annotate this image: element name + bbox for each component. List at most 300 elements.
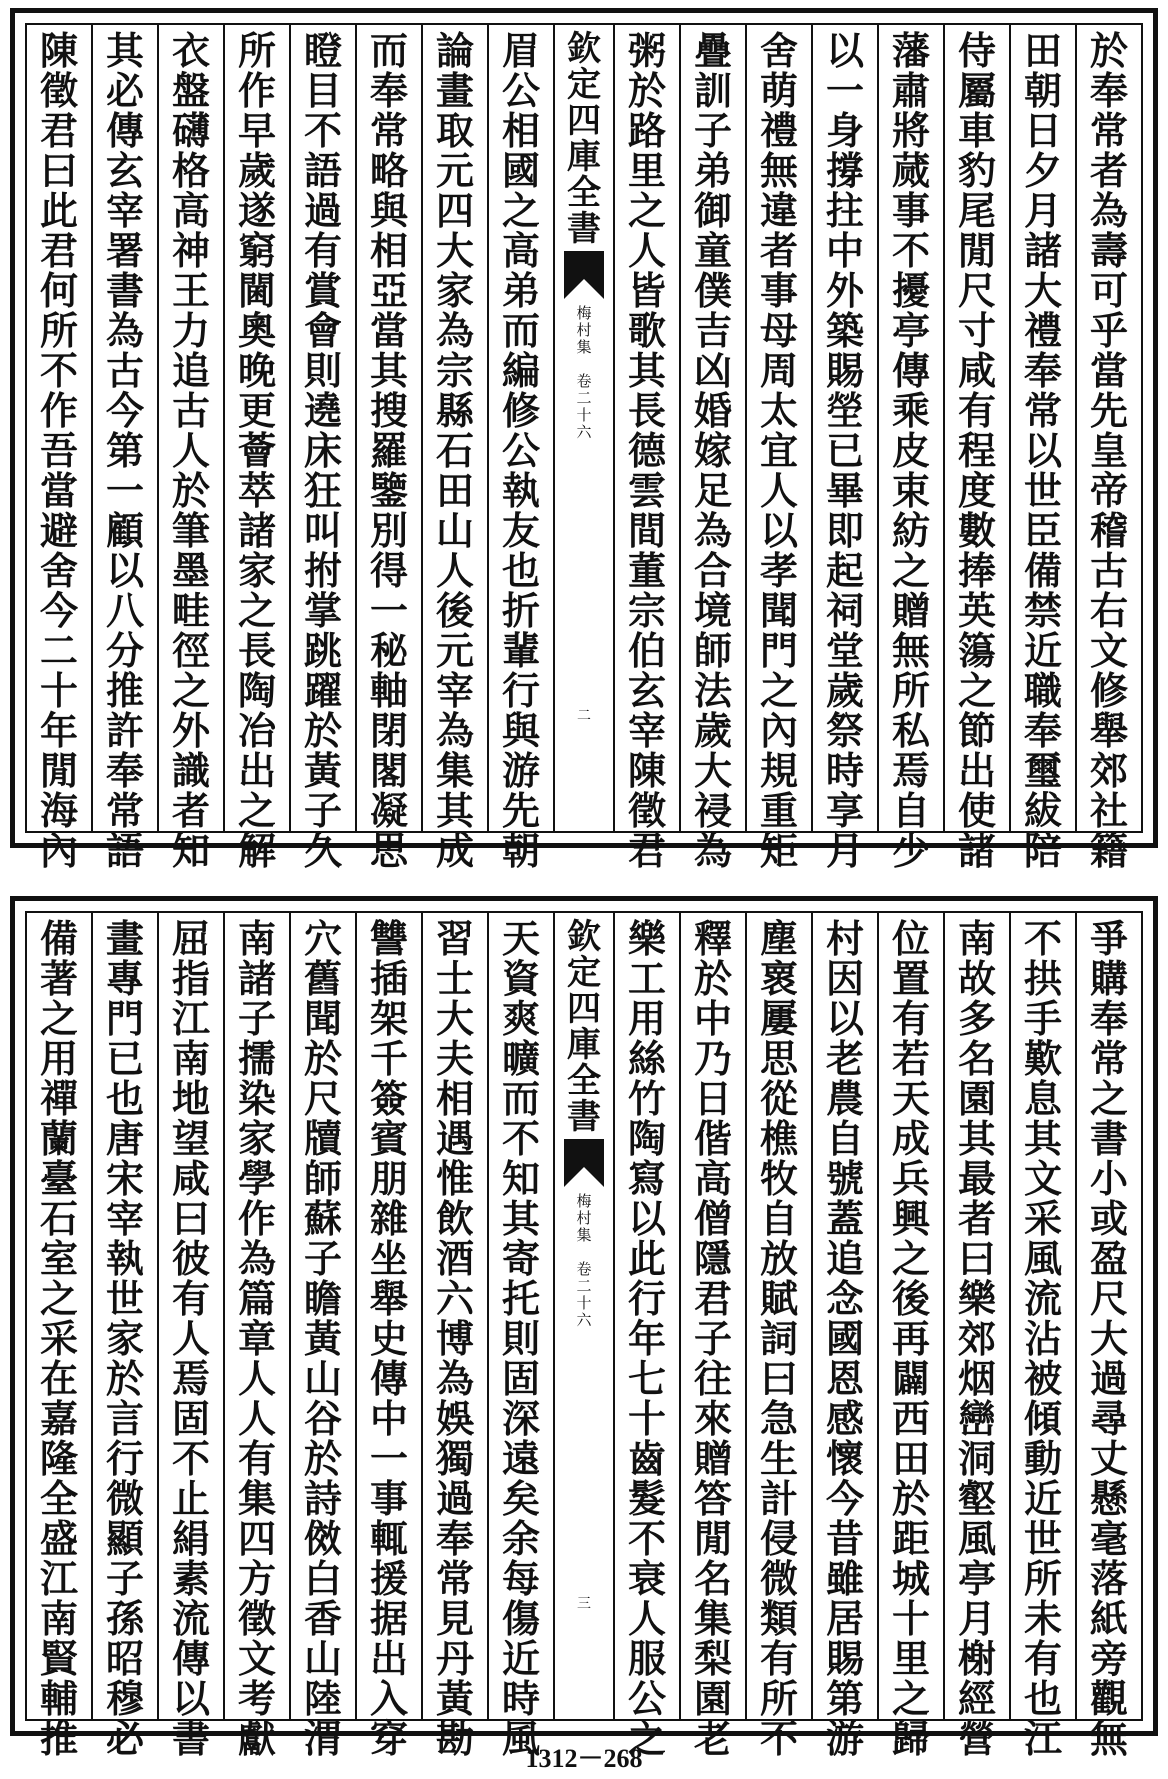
character: 撐 <box>825 148 864 193</box>
character: 年 <box>627 1316 666 1361</box>
character: 一 <box>825 68 864 113</box>
character: 用 <box>627 996 666 1041</box>
character: 游 <box>501 748 540 793</box>
character: 有 <box>891 996 930 1041</box>
character: 園 <box>693 1676 732 1721</box>
character: 御 <box>693 188 732 233</box>
character: 塋 <box>825 388 864 433</box>
character: 一 <box>105 468 144 513</box>
text-column <box>613 913 679 1761</box>
text-column <box>27 913 91 1761</box>
character: 四 <box>237 1516 276 1561</box>
character: 此 <box>39 188 78 233</box>
character: 之 <box>237 788 276 833</box>
text-column <box>355 25 421 873</box>
character: 吉 <box>693 308 732 353</box>
character: 後 <box>891 1276 930 1321</box>
character: 曰 <box>39 148 78 193</box>
character: 家 <box>105 1316 144 1361</box>
text-column <box>157 25 223 873</box>
character: 洞 <box>957 1436 996 1481</box>
character: 跳 <box>303 628 342 673</box>
character: 使 <box>957 788 996 833</box>
character: 學 <box>237 1156 276 1201</box>
character: 事 <box>891 188 930 233</box>
character: 被 <box>1023 1356 1062 1401</box>
character: 禪 <box>39 1076 78 1121</box>
character: 朝 <box>1023 68 1062 113</box>
character: 後 <box>435 588 474 633</box>
character: 經 <box>957 1676 996 1721</box>
character: 樂 <box>627 916 666 961</box>
character: 乘 <box>891 388 930 433</box>
character: 豹 <box>957 148 996 193</box>
character: 簜 <box>957 628 996 673</box>
character: 衰 <box>627 1556 666 1601</box>
character: 沾 <box>1023 1316 1062 1361</box>
character: 詞 <box>759 1316 798 1361</box>
character: 傳 <box>891 348 930 393</box>
character: 自 <box>891 788 930 833</box>
character: 固 <box>171 1396 210 1441</box>
character: 私 <box>891 708 930 753</box>
character: 第 <box>825 1676 864 1721</box>
character: 時 <box>825 748 864 793</box>
character: 章 <box>237 1316 276 1361</box>
character: 計 <box>759 1476 798 1521</box>
character: 山 <box>435 508 474 553</box>
character: 得 <box>369 548 408 593</box>
character: 山 <box>303 1636 342 1681</box>
character: 輔 <box>39 1676 78 1721</box>
character: 人 <box>627 1596 666 1641</box>
character: 田 <box>891 1436 930 1481</box>
character: 成 <box>891 1116 930 1161</box>
text-column <box>421 25 487 873</box>
character: 必 <box>105 68 144 113</box>
character: 徵 <box>627 788 666 833</box>
character: 全 <box>39 1476 78 1521</box>
character: 娛 <box>435 1396 474 1441</box>
character: 曰 <box>759 1356 798 1401</box>
character: 觀 <box>1089 1676 1128 1721</box>
character: 相 <box>435 1076 474 1121</box>
character: 為 <box>1089 188 1128 233</box>
character: 為 <box>105 308 144 353</box>
character: 之 <box>237 588 276 633</box>
character: 畫 <box>435 68 474 113</box>
volume-character: 二 <box>576 389 592 407</box>
character: 友 <box>501 508 540 553</box>
character: 門 <box>105 996 144 1041</box>
character: 嫁 <box>693 428 732 473</box>
character: 因 <box>825 956 864 1001</box>
character: 放 <box>759 1236 798 1281</box>
character: 冶 <box>237 708 276 753</box>
character: 勘 <box>435 1716 474 1761</box>
character: 蘭 <box>39 1116 78 1161</box>
character: 凝 <box>369 788 408 833</box>
character: 懷 <box>825 1436 864 1481</box>
character: 屈 <box>171 916 210 961</box>
character: 追 <box>825 1236 864 1281</box>
character: 境 <box>693 588 732 633</box>
character: 日 <box>1023 108 1062 153</box>
character: 坐 <box>369 1236 408 1281</box>
character: 習 <box>435 916 474 961</box>
character: 用 <box>39 1036 78 1081</box>
text-column <box>811 25 877 873</box>
character: 玄 <box>105 148 144 193</box>
character: 贈 <box>891 588 930 633</box>
text-column <box>91 913 157 1761</box>
character: 焉 <box>171 1356 210 1401</box>
character: 筆 <box>171 508 210 553</box>
character: 陶 <box>627 1116 666 1161</box>
character: 已 <box>825 428 864 473</box>
page-upper <box>10 8 1158 873</box>
volume-character: 卷 <box>576 372 592 390</box>
character: 君 <box>39 228 78 273</box>
character: 也 <box>1023 1676 1062 1721</box>
volume-character: 十 <box>576 406 592 424</box>
character: 數 <box>957 508 996 553</box>
character: 侍 <box>957 28 996 73</box>
character: 思 <box>759 1036 798 1081</box>
character: 子 <box>693 1316 732 1361</box>
character: 於 <box>891 1476 930 1521</box>
character: 宰 <box>435 668 474 713</box>
character: 雖 <box>825 1556 864 1601</box>
character: 出 <box>369 1636 408 1681</box>
character: 伯 <box>627 628 666 673</box>
character: 月 <box>1023 188 1062 233</box>
character: 位 <box>891 916 930 961</box>
character: 與 <box>501 708 540 753</box>
text-column <box>679 913 745 1761</box>
character: 以 <box>171 1676 210 1721</box>
character: 為 <box>693 828 732 873</box>
character: 焉 <box>891 748 930 793</box>
character: 堂 <box>825 628 864 673</box>
character: 秘 <box>369 628 408 673</box>
character: 紱 <box>1023 788 1062 833</box>
character: 於 <box>693 956 732 1001</box>
title-character: 全 <box>567 1061 601 1101</box>
text-column <box>943 25 1009 873</box>
text-column <box>679 25 745 873</box>
character: 曰 <box>171 1196 210 1241</box>
text-column <box>223 25 289 873</box>
character: 周 <box>759 348 798 393</box>
character: 者 <box>171 788 210 833</box>
character: 指 <box>171 956 210 1001</box>
character: 以 <box>825 996 864 1041</box>
character: 高 <box>693 1156 732 1201</box>
character: 高 <box>501 228 540 273</box>
character: 十 <box>891 1596 930 1641</box>
character: 帝 <box>1089 468 1128 513</box>
character: 出 <box>957 748 996 793</box>
character: 大 <box>693 748 732 793</box>
character: 昭 <box>105 1636 144 1681</box>
character: 闢 <box>891 1356 930 1401</box>
character: 風 <box>501 1716 540 1761</box>
text-column <box>1075 913 1141 1761</box>
character: 即 <box>825 508 864 553</box>
character: 大 <box>1089 1316 1128 1361</box>
character: 隱 <box>693 1236 732 1281</box>
character: 其 <box>105 28 144 73</box>
character: 掌 <box>303 588 342 633</box>
character: 人 <box>435 548 474 593</box>
character: 望 <box>171 1116 210 1161</box>
character: 子 <box>693 108 732 153</box>
character: 羅 <box>369 428 408 473</box>
character: 凶 <box>693 348 732 393</box>
character: 石 <box>435 428 474 473</box>
character: 眉 <box>501 28 540 73</box>
title-character: 欽 <box>567 29 601 69</box>
character: 之 <box>627 1716 666 1761</box>
character: 其 <box>435 788 474 833</box>
text-column <box>1009 25 1075 873</box>
character: 染 <box>237 1076 276 1121</box>
character: 奉 <box>1023 348 1062 393</box>
character: 知 <box>171 828 210 873</box>
character: 里 <box>627 148 666 193</box>
character: 於 <box>303 1436 342 1481</box>
character: 絹 <box>171 1516 210 1561</box>
character: 此 <box>627 1236 666 1281</box>
title-character: 四 <box>567 989 601 1029</box>
character: 軸 <box>369 668 408 713</box>
character: 宰 <box>105 1196 144 1241</box>
text-column <box>613 25 679 873</box>
character: 拄 <box>825 188 864 233</box>
character: 資 <box>501 956 540 1001</box>
character: 力 <box>171 308 210 353</box>
character: 合 <box>693 548 732 593</box>
character: 樂 <box>957 1276 996 1321</box>
character: 搜 <box>369 388 408 433</box>
character: 必 <box>105 1716 144 1761</box>
character: 神 <box>171 228 210 273</box>
character: 牧 <box>759 1156 798 1201</box>
character: 徵 <box>237 1596 276 1641</box>
character: 自 <box>759 1196 798 1241</box>
character: 躍 <box>303 668 342 713</box>
character: 禮 <box>1023 308 1062 353</box>
character: 八 <box>105 588 144 633</box>
character: 作 <box>237 68 276 113</box>
character: 度 <box>957 468 996 513</box>
character: 蒇 <box>891 148 930 193</box>
character: 衣 <box>171 28 210 73</box>
character: 舊 <box>303 956 342 1001</box>
character: 未 <box>1023 1596 1062 1641</box>
character: 所 <box>1023 1556 1062 1601</box>
character: 郊 <box>957 1316 996 1361</box>
character: 過 <box>435 1476 474 1521</box>
character: 距 <box>891 1516 930 1561</box>
character: 見 <box>435 1596 474 1641</box>
text-column <box>487 913 553 1761</box>
character: 畦 <box>171 588 210 633</box>
character: 修 <box>501 388 540 433</box>
character: 右 <box>1089 588 1128 633</box>
volume-character: 梅 <box>576 304 592 322</box>
text-column <box>289 913 355 1761</box>
character: 盛 <box>39 1516 78 1561</box>
character: 梨 <box>693 1636 732 1681</box>
character: 語 <box>105 828 144 873</box>
text-column <box>745 913 811 1761</box>
character: 若 <box>891 1036 930 1081</box>
character: 之 <box>39 1276 78 1321</box>
character: 方 <box>237 1556 276 1601</box>
character: 諸 <box>957 828 996 873</box>
character: 長 <box>237 628 276 673</box>
character: 竹 <box>627 1076 666 1121</box>
character: 子 <box>303 1236 342 1281</box>
fishtail-mark-icon <box>564 251 604 299</box>
text-column <box>1075 25 1141 873</box>
character: 之 <box>891 1236 930 1281</box>
character: 地 <box>171 1076 210 1121</box>
character: 常 <box>1023 388 1062 433</box>
character: 思 <box>369 828 408 873</box>
character: 而 <box>501 308 540 353</box>
character: 文 <box>1023 1156 1062 1201</box>
character: 傳 <box>105 108 144 153</box>
character: 薈 <box>237 428 276 473</box>
character: 子 <box>303 788 342 833</box>
character: 牘 <box>303 1116 342 1161</box>
character: 感 <box>825 1396 864 1441</box>
character: 以 <box>759 508 798 553</box>
character: 璽 <box>1023 748 1062 793</box>
character: 聞 <box>303 996 342 1041</box>
character: 盤 <box>171 68 210 113</box>
character: 舉 <box>369 1276 408 1321</box>
character: 賢 <box>39 1636 78 1681</box>
character: 士 <box>435 956 474 1001</box>
character: 山 <box>303 1356 342 1401</box>
volume-label <box>576 1193 591 1329</box>
character: 曠 <box>501 1036 540 1081</box>
character: 祲 <box>693 788 732 833</box>
character: 家 <box>237 1116 276 1161</box>
character: 郊 <box>1089 748 1128 793</box>
character: 故 <box>957 956 996 1001</box>
character: 高 <box>171 188 210 233</box>
character: 當 <box>1089 348 1128 393</box>
character: 君 <box>39 108 78 153</box>
character: 有 <box>237 1436 276 1481</box>
character: 過 <box>303 188 342 233</box>
character: 田 <box>435 468 474 513</box>
character: 世 <box>1023 1516 1062 1561</box>
character: 常 <box>369 108 408 153</box>
character: 輒 <box>369 1516 408 1561</box>
page-footer-number: 1312－268 <box>525 1744 643 1773</box>
character: 榭 <box>957 1636 996 1681</box>
character: 村 <box>825 916 864 961</box>
character: 擾 <box>891 268 930 313</box>
character: 不 <box>303 108 342 153</box>
character: 史 <box>369 1316 408 1361</box>
character: 起 <box>825 548 864 593</box>
character: 閫 <box>237 268 276 313</box>
character: 於 <box>303 708 342 753</box>
character: 也 <box>105 1076 144 1121</box>
character: 侵 <box>759 1516 798 1561</box>
character: 宗 <box>435 348 474 393</box>
character: 咸 <box>957 348 996 393</box>
character: 園 <box>957 1076 996 1121</box>
character: 風 <box>1023 1236 1062 1281</box>
character: 為 <box>237 1236 276 1281</box>
character: 尺 <box>1089 1276 1128 1321</box>
character: 雜 <box>369 1196 408 1241</box>
character: 社 <box>1089 788 1128 833</box>
character: 太 <box>759 388 798 433</box>
character: 先 <box>1089 388 1128 433</box>
character: 所 <box>237 28 276 73</box>
character: 日 <box>693 1076 732 1121</box>
character: 亭 <box>891 308 930 353</box>
character: 所 <box>759 1676 798 1721</box>
leaf-number: 三 <box>577 1596 591 1612</box>
character: 采 <box>39 1316 78 1361</box>
text-column <box>157 913 223 1761</box>
character: 諸 <box>237 956 276 1001</box>
volume-character: 集 <box>576 338 592 356</box>
character: 早 <box>237 108 276 153</box>
character: 月 <box>825 828 864 873</box>
character: 微 <box>759 1556 798 1601</box>
character: 將 <box>891 108 930 153</box>
character: 止 <box>171 1476 210 1521</box>
character: 微 <box>105 1476 144 1521</box>
character: 疊 <box>693 28 732 73</box>
character: 傾 <box>1023 1396 1062 1441</box>
character: 蘇 <box>303 1196 342 1241</box>
character: 常 <box>1089 108 1128 153</box>
character: 拱 <box>1023 956 1062 1001</box>
character: 不 <box>1023 916 1062 961</box>
character: 僕 <box>693 268 732 313</box>
character: 不 <box>891 228 930 273</box>
character: 不 <box>39 348 78 393</box>
character: 子 <box>105 1556 144 1601</box>
character: 營 <box>957 1716 996 1761</box>
character: 偕 <box>693 1116 732 1161</box>
character: 篇 <box>237 1276 276 1321</box>
text-column <box>877 913 943 1761</box>
character: 獨 <box>435 1436 474 1481</box>
character: 一 <box>369 588 408 633</box>
character: 閣 <box>369 748 408 793</box>
character: 門 <box>759 628 798 673</box>
character: 縣 <box>435 388 474 433</box>
character: 出 <box>237 748 276 793</box>
character: 里 <box>891 1636 930 1681</box>
character: 長 <box>627 388 666 433</box>
character: 旁 <box>1089 1636 1128 1681</box>
character: 髮 <box>627 1476 666 1521</box>
